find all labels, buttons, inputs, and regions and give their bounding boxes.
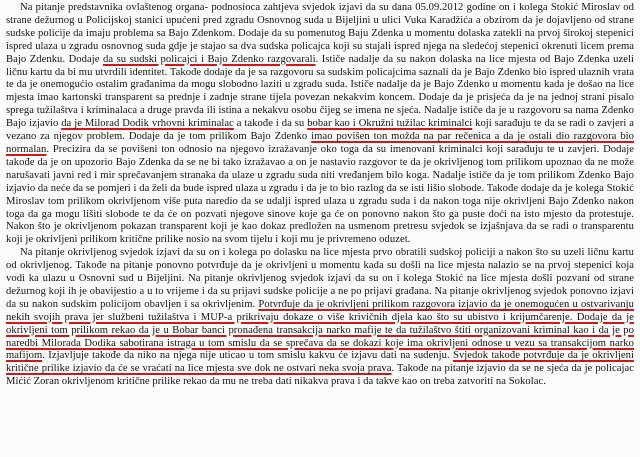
underlined-phrase: imao povišen ton možda na par rečenica a da je ostali dio razgovora bio normalan bbox=[6, 131, 635, 155]
text-run: . Ističe nadalje da su nakon dolaska na lice mjesta od Bajo Zdenka uzeli ličnu kartu da bi mu utvrdili identitet. Takođe dodaje da je sa razgovoru sa sudskim policajcima saznali da je Bajo Zdenko bio ispred ulaznih vrata te da je onemogućio ostalim građanima da mogu slobodno laziti u zgradu suda. Ističe nadalje da je Bajo Zdenko u momentu kada je došao na lice mjesta imao kartonski transparent sa prednje i zadnje strane tijela povezan nekakvim koncem. Dodaje da je prisjeća da je na jednoj strani pisalo sprega tužilaštva i kriminalaca a druge pravda ili istina a nekakvu osobu čijeg se imena ne sjeća. Nadalje ističe da je u razgovoru sa nama Zdenko Bajo izjavio bbox=[6, 53, 634, 130]
text-run: Na pitanje okrivljenog svjedok izjavi da su on i kolega po dolasku na lice mjesta prvo obratili sudskoj policiji a nakon što su uzeli ličnu kartu od okrivljenog. Takođe na pitanje ponovno potvrđuje da je okrivljeni u momentu kada su došli na lice mjesta nalazio se na prvoj stepenici koja vodi ka ulazu u Osnovni sud u Bijeljini. Na pitanje okrivljenog svjedok izjavi da su on i kolega Stokić na lice mjesta došli pozvani od strane dežurnog koji ih je obavijestio a u to vrijeme i da su prijavi sudske policije a ne po prijavi građana. Na pitanje okrivljenog svjedok ponovno izjavi da su nakon sudskim policijom obavljen i sa okrivljenim. bbox=[6, 247, 634, 310]
underlined-phrase: Svjedok takođe potvrđuje da je okrivljeni kritične prilike izjavio da će se vraćati na lice mjesta sve dok ne ostvari neka svoja prava bbox=[6, 350, 634, 375]
paragraph-witness-testimony bbox=[6, 2, 634, 247]
text-run: koji sarađuju te da se radi o zavjeri a vezano za njegov problem. Dodaje da je tom prilikom Bajo Zdenko bbox=[6, 118, 634, 143]
underlined-phrase: da su sudski policajci i Bajo Zdenko razgovarali bbox=[103, 53, 316, 65]
text-run: Na pitanje predstavnika ovlaštenog organa- podnosioca zahtjeva svjedok izjavi da su dana 05.09.2012 godine on i kolega Stokić Miroslav od strane dežurnog u Policijskoj stanici upućeni pred zgradu Osnovnog suda u Bijeljini u ulici Vuka Karadžića a obzirom da je dojavljeno od strane sudske policije da imaju problema sa Bajo Zdenkom. Dodaje da su pomenutog Baju Zdenka u momentu dolaska zatekli na prvoj širokoj stepenici ispred ulaza u zgradu osnovnog suda gdje je stajao sa dva sudska policajca koji su stajali ispred njega na sledećoj stepenici okrenuti licem prema Bajo Zdenku. Dodaje bbox=[6, 2, 634, 65]
text-run: a takođe i da su bbox=[233, 118, 308, 130]
paragraph-defendant-questions bbox=[6, 247, 634, 389]
underlined-phrase: bobar kao i Okružni tužilac kriminalci bbox=[307, 118, 473, 130]
text-run: . Precizira da se povišeni ton odnosio na njegovo izražavanje oko toga da su imenovani kriminalci koji sarađuju te u zavjeri. Dodaje takođe da je on upozorio Bajo Zdenka da se ne bi tako izražavao a on je nastavio razgovor te da je okrivljenog tom prilikom upoznao da ne može narušavati javni red i mir sprečavanjem stranaka da ulaze u zgradu suda niti vređanjem bilo koga. Nadalje ističe da je tom prilikom Zdenko Bajo izjavio da neće da se pomjeri i da želi da bude ispred ulaza u zgradu i da je to bio razlog da se isti lišio slobode. Takođe dodaje da je kolega Stokić Miroslav tom prilikom okrivljenom više puta naredio da se udalji ispred ulaza u zgradu suda i da nakon toga nije okrivljeni Bajo Zdenko nakon toga da ga mogu lišiti slobode te da će on pozvati njegove sinove koje ga će on ponovno nakon što ga puste doći na isto mjesto da protestuje. Nakon što je okrivljenom pokazan transparent koji je kao dokaz predložen na usmenom pretresu svjedok se izjašnjava da se radi o transparentu koji je okrivljeni prilikom kritične prilike nosio na svom tijelu i koji mu je privremeno oduzet. bbox=[6, 143, 634, 246]
text-run: . Izjavljuje takođe da niko na njega nije uticao u tom smislu kakvu će izjavu dati na sudenju. bbox=[42, 350, 454, 362]
text-run: . Takođe na pitanje izjavio da se ne sjeća da je policajac Mićić Zoran okrivljenom kritične prilike rekao da mu ne treba dati nikakva prava i da takve kao on treba zatvoriti na Sokolac. bbox=[6, 363, 635, 388]
document-body bbox=[6, 2, 634, 389]
underlined-phrase: da je Milorad Dodik vrhovni kriminalac bbox=[61, 118, 234, 130]
underlined-phrase: Potvrđuje da je okrivljeni prilikom razgovora izjavio da je onemogućen u ostvarivanju nekih svojih prava jer službeni tužilaštva i MUP-a prikrivaju dokaze o više krivičnih djela kao što su ubistvo i krijumčarenje. Dodaje da je okrivljeni tom prilikom rekao da je u Bobar banci pronađena transakcija narko mafije te da tužilaštvo štiti organizovani kriminal kao i da je po naredbi Milorada Dodika sabotirana istraga u tom smislu da se sprečava da se dokazi koje ima okrivljeni odnose u vezu sa transakcijom narko mafijom bbox=[6, 298, 634, 362]
